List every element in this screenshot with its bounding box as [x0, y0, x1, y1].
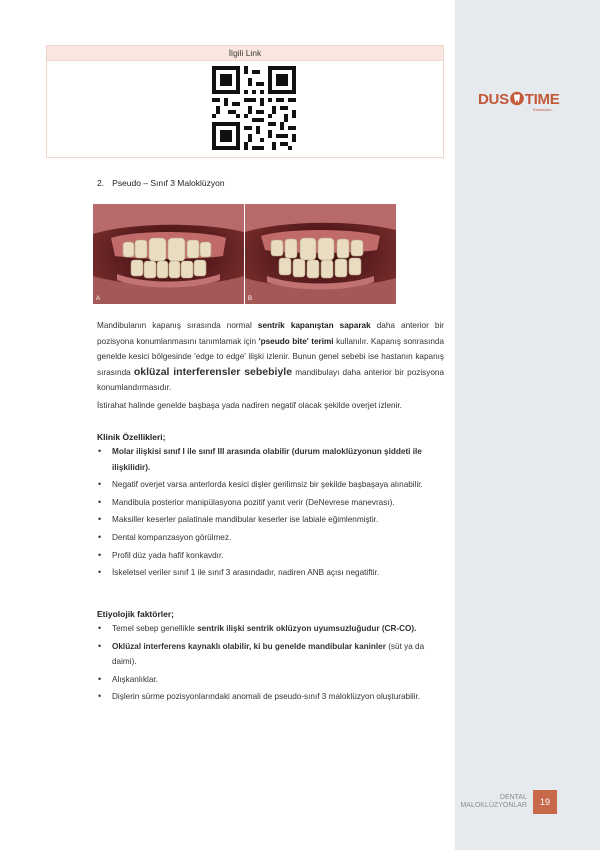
logo-tagline: Kazandırır...: [533, 107, 555, 112]
footer-line-2: MALOKLÜZYONLAR: [460, 802, 527, 809]
etiology-list: [97, 621, 447, 707]
bullet-icon: •: [98, 673, 102, 684]
list-item: [97, 639, 447, 670]
dustime-logo: [478, 88, 578, 114]
intraoral-photo-b: [245, 204, 396, 304]
rest-overjet-paragraph: İstirahat halinde genelde başbaşa yada nadiren negatif olacak şekilde overjet izlenir.: [97, 401, 402, 410]
clinical-heading: Klinik Özellikleri;: [97, 432, 166, 442]
list-item-text: Maksiller keserler palatinale mandibular keserler ise labiale eğimlenmiştir.: [112, 515, 379, 525]
list-item-bold-text: Oklüzal interferens kaynaklı olabilir, ki bu genelde mandibular kaninler: [112, 641, 386, 651]
logo-text-right: TIME: [524, 91, 560, 108]
list-item-text: İskeletsel veriler sınıf 1 ile sınıf 3 arasındadır, nadiren ANB açısı negatiftir.: [112, 568, 380, 578]
list-item: [97, 530, 447, 546]
list-item-text: (süt ya da daimi).: [112, 641, 425, 667]
intro-bold-text: sentrik kapanıştan saparak: [257, 321, 371, 330]
bullet-icon: •: [98, 623, 102, 633]
bullet-icon: •: [98, 479, 102, 490]
bullet-icon: •: [98, 496, 102, 507]
list-item: [97, 672, 447, 688]
page-number: 19: [533, 790, 557, 814]
teeth-photo-a: [93, 204, 244, 304]
list-item-text: Negatif overjet varsa anterlorda kesici dişler gerilimsiz bir şekilde başbaşaya alınabilir.: [112, 480, 423, 490]
qr-code-icon[interactable]: [212, 66, 296, 150]
bullet-icon: •: [98, 640, 102, 651]
intro-text: Mandibulanın kapanış sırasında normal: [97, 321, 258, 330]
list-item: [97, 495, 447, 511]
list-item-text: Temel sebep genellikle: [112, 624, 198, 633]
intro-paragraph: [97, 318, 444, 396]
footer-chapter-title: [455, 794, 527, 810]
intro-text: daha anterior bir pozisyona konumlanmasını tanımlamak için: [97, 321, 444, 346]
right-sidebar: [455, 0, 600, 850]
related-link-header: İlgili Link: [47, 46, 443, 61]
photo-b-label: B: [248, 296, 253, 302]
intraoral-photo-a: [93, 204, 244, 304]
etiology-heading: Etiyolojik faktörler;: [97, 609, 174, 619]
section-title: [97, 178, 225, 188]
intro-text: kullanılır. Kapanış sonrasında genelde kesici bölgesinde 'edge to edge' ilişki izlenir. Bunun genel sebebi ise hastanın kapanış sırasında: [97, 336, 444, 377]
list-item-text: Profil düz yada hafif konkavdır.: [112, 550, 224, 560]
related-link-box: [46, 45, 444, 158]
list-item: [97, 444, 447, 475]
bullet-icon: •: [98, 514, 102, 525]
teeth-photo-b: [245, 204, 396, 304]
list-item: [97, 512, 447, 528]
logo-text-left: DUS: [478, 91, 509, 108]
bullet-icon: •: [98, 549, 102, 560]
section-title-text: Pseudo – Sınıf 3 Maloklüzyon: [112, 178, 225, 188]
section-number: 2.: [97, 178, 105, 188]
photo-a-label: A: [96, 296, 101, 302]
bullet-icon: •: [98, 531, 102, 542]
tooth-icon: [510, 91, 524, 106]
intro-text: mandibulayı daha anterior bir pozisyona konumlandırmasıdır.: [97, 367, 445, 393]
list-item-text: Dişlerin sürme pozisyonlarındaki anomali de pseudo-sınıf 3 maloklüzyon oluşturabilir.: [112, 692, 421, 702]
list-item: [97, 565, 447, 581]
bullet-icon: •: [98, 567, 102, 578]
list-item-text: Mandibula posterior manipülasyona pozitif yanıt verir (DeNevrese manevrası).: [112, 497, 395, 507]
intro-bold-text: 'pseudo bite' terimi: [258, 336, 334, 346]
list-item: [97, 477, 447, 493]
bullet-icon: •: [98, 446, 102, 456]
list-item: [97, 689, 447, 705]
list-item: [97, 548, 447, 564]
list-item-text: Molar ilişkisi sınıf I ile sınıf III arasında olabilir (durum maloklüzyonun şiddeti ile ilişkilidir).: [112, 447, 422, 472]
list-item-text: Alışkanlıklar.: [112, 674, 158, 684]
list-item: [97, 621, 447, 637]
intro-emphasis-text: oklüzal interferensler sebebiyle: [133, 365, 293, 378]
list-item-bold-text: sentrik ilişki sentrik oklüzyon uyumsuzluğudur (CR-CO).: [197, 624, 417, 633]
footer-line-1: DENTAL: [499, 794, 527, 801]
list-item-text: Dental kompanzasyon görülmez.: [112, 532, 232, 542]
bullet-icon: •: [98, 691, 102, 702]
clinical-list: [97, 444, 447, 583]
